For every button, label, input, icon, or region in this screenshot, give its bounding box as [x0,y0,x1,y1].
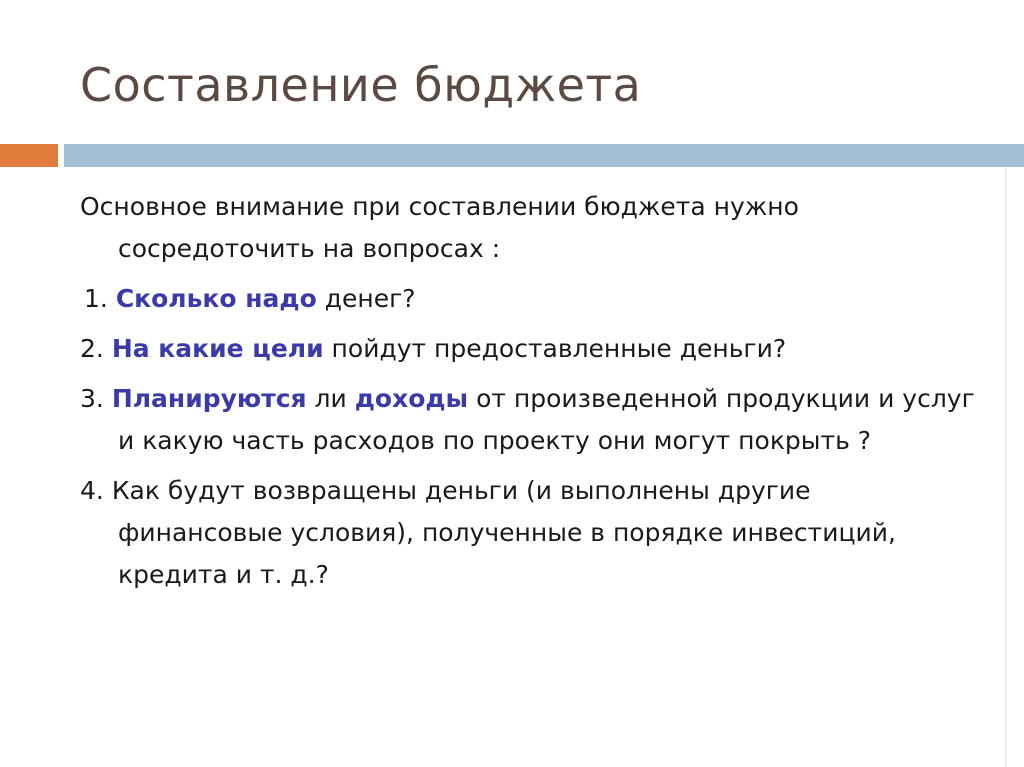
item-highlight: Сколько надо [115,284,317,313]
accent-bar-orange [0,144,58,167]
item-text: Как будут возвращены деньги (и выполнены другие финансовые условия), полученные в порядке инвестиций, кредита и т. д.? [111,476,896,589]
list-item [80,378,980,462]
intro-paragraph [80,186,980,270]
list-item [80,278,980,320]
list-item [80,470,980,596]
item-text: пойдут предоставленные деньги? [323,334,787,363]
item-text: от произведенной продукции и услуг и какую часть расходов по проекту они могут покрыть ? [118,384,975,455]
item-number: 2. [80,334,104,363]
right-divider [1005,167,1007,767]
item-text: ли [306,384,355,413]
accent-bar-blue [64,144,1024,167]
item-number: 4. [80,476,104,505]
item-highlight: Планируются [111,384,307,413]
intro-text: Основное внимание при составлении бюджета нужно сосредоточить на вопросах : [80,192,799,263]
item-text: денег? [316,284,416,313]
list-item [80,328,980,370]
item-highlight: доходы [354,384,469,413]
item-number: 1. [84,284,108,313]
item-highlight: На какие цели [111,334,324,363]
slide-body [80,186,980,596]
slide-title: Составление бюджета [80,58,642,112]
item-number: 3. [80,384,104,413]
